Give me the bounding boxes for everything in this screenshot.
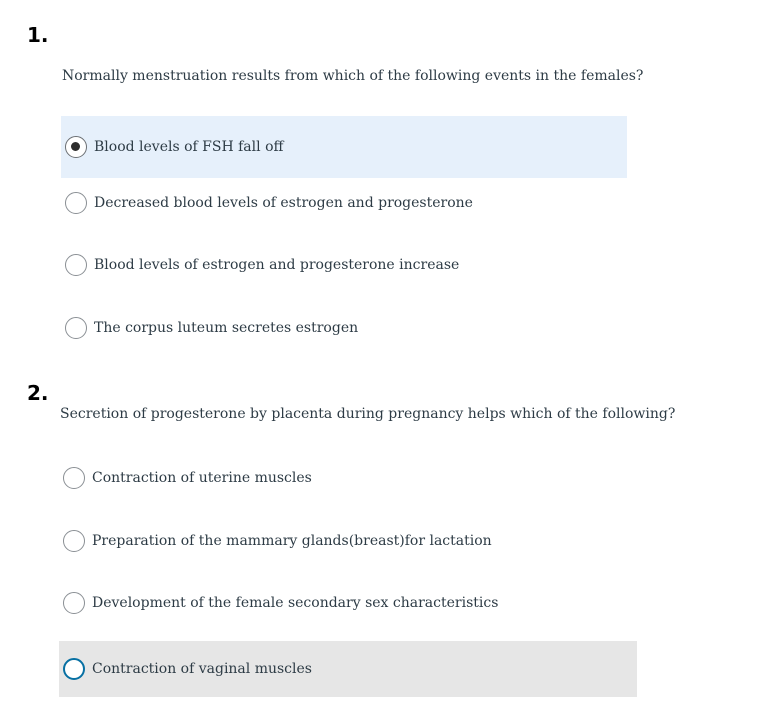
q2-option-4[interactable] [59,641,637,697]
radio-icon[interactable] [65,254,87,276]
q2-option-1[interactable] [59,461,637,495]
radio-icon[interactable] [63,530,85,552]
question-2-text: Secretion of progesterone by placenta during pregnancy helps which of the following? [60,406,676,422]
q2-option-2[interactable] [59,524,637,558]
radio-checked-icon[interactable] [65,136,87,158]
radio-icon[interactable] [65,192,87,214]
q2-option-3[interactable] [59,586,637,620]
q1-option-2-label: Decreased blood levels of estrogen and progesterone [94,195,473,211]
q1-option-3[interactable] [61,248,627,282]
q1-option-1[interactable] [61,116,627,178]
radio-icon[interactable] [63,467,85,489]
q1-option-4-label: The corpus luteum secretes estrogen [94,320,359,336]
q1-option-4[interactable] [61,311,627,345]
q1-option-1-label: Blood levels of FSH fall off [94,139,284,155]
q1-option-2[interactable] [61,186,627,220]
q1-option-3-label: Blood levels of estrogen and progesterone increase [94,257,460,273]
question-1-number: 1. [27,23,49,47]
radio-icon[interactable] [65,317,87,339]
radio-focused-icon[interactable] [63,658,85,680]
q2-option-3-label: Development of the female secondary sex characteristics [92,595,499,611]
q2-option-4-label: Contraction of vaginal muscles [92,661,312,677]
question-1-text: Normally menstruation results from which of the following events in the females? [62,68,644,84]
radio-icon[interactable] [63,592,85,614]
question-2-number: 2. [27,381,49,405]
q2-option-1-label: Contraction of uterine muscles [92,470,312,486]
q2-option-2-label: Preparation of the mammary glands(breast)for lactation [92,533,492,549]
